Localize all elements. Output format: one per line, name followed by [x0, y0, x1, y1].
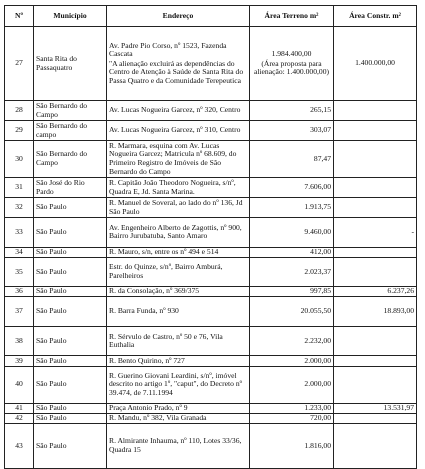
cell-num: 35 — [5, 257, 34, 287]
table-row — [5, 247, 417, 257]
cell-endereco: R. Capitão João Theodoro Nogueira, s/nº, Quadra E, Jd. Santa Marina. — [107, 178, 250, 198]
cell-municipio: São José do Rio Pardo — [34, 178, 107, 198]
cell-municipio: São Paulo — [34, 247, 107, 257]
table-row — [5, 326, 417, 356]
cell-municipio: São Paulo — [34, 356, 107, 366]
cell-municipio: São Paulo — [34, 413, 107, 423]
property-table — [4, 5, 417, 469]
cell-area-terreno: 1.233,00 — [250, 403, 334, 413]
table-row — [5, 297, 417, 327]
cell-area-constr: 6.237,26 — [334, 287, 417, 297]
header-area-constr: Área Constr. m² — [334, 6, 417, 27]
cell-endereco: Av. Lucas Nogueira Garcez, nº 310, Centro — [107, 121, 250, 141]
cell-area-terreno: 7.606,00 — [250, 178, 334, 198]
cell-area-terreno: 20.055,50 — [250, 297, 334, 327]
cell-endereco: Estr. do Quinze, s/nº, Bairro Amburá, Parelheiros — [107, 257, 250, 287]
cell-endereco: R. Almirante Inhauma, nº 110, Lotes 33/36, Quadra 15 — [107, 423, 250, 468]
cell-endereco: Av. Engenheiro Alberto de Zagottis, nº 900, Bairro Jurubatuba, Santo Amaro — [107, 218, 250, 248]
cell-endereco: R. Marmara, esquina com Av. Lucas Nogueira Garcez; Matricula nº 68.609, do Primeiro Registro de Imóveis de São Bernardo do Campo — [107, 141, 250, 178]
cell-municipio: Santa Rita do Passaquatro — [34, 27, 107, 101]
cell-municipio: São Paulo — [34, 403, 107, 413]
cell-num: 34 — [5, 247, 34, 257]
table-row — [5, 413, 417, 423]
cell-municipio: São Bernardo do Campo — [34, 141, 107, 178]
cell-area-constr — [334, 366, 417, 403]
cell-area-terreno: 1.816,00 — [250, 423, 334, 468]
cell-area-constr — [334, 101, 417, 121]
header-num: Nº — [5, 6, 34, 27]
cell-area-constr — [334, 356, 417, 366]
cell-endereco: R. Manuel de Soveral, ao lado do nº 136, Jd São Paulo — [107, 198, 250, 218]
cell-area-constr: 18.893,00 — [334, 297, 417, 327]
cell-area-constr — [334, 121, 417, 141]
cell-area-constr — [334, 178, 417, 198]
cell-endereco: Praça Antonio Prado, nº 9 — [107, 403, 250, 413]
cell-municipio: São Paulo — [34, 287, 107, 297]
cell-num: 29 — [5, 121, 34, 141]
cell-num: 31 — [5, 178, 34, 198]
cell-endereco: R. da Consolação, nº 369/375 — [107, 287, 250, 297]
cell-area-terreno: 1.913,75 — [250, 198, 334, 218]
cell-municipio: São Paulo — [34, 198, 107, 218]
table-header-row — [5, 6, 417, 27]
cell-num: 30 — [5, 141, 34, 178]
cell-endereco: R. Sérvulo de Castro, nº 50 e 76, Vila Euthalia — [107, 326, 250, 356]
endereco-note: "A alienação excluirá as dependências do Centro de Atenção à Saúde de Santa Rita do Passa Quatro e da Comunidade Terepeutica — [109, 58, 244, 85]
cell-municipio: São Paulo — [34, 297, 107, 327]
cell-area-terreno: 412,00 — [250, 247, 334, 257]
area-terreno-note: (Área proposta para alienação: 1.400.000,00) — [253, 58, 330, 77]
table-row — [5, 403, 417, 413]
header-endereco: Endereço — [107, 6, 250, 27]
cell-num: 32 — [5, 198, 34, 218]
cell-area-terreno: 2.000,00 — [250, 356, 334, 366]
cell-num: 39 — [5, 356, 34, 366]
cell-num: 41 — [5, 403, 34, 413]
cell-area-constr — [334, 326, 417, 356]
table-row — [5, 27, 417, 101]
cell-area-constr — [334, 198, 417, 218]
table-row — [5, 101, 417, 121]
cell-num: 38 — [5, 326, 34, 356]
cell-municipio: São Paulo — [34, 257, 107, 287]
cell-area-constr — [334, 141, 417, 178]
table-row — [5, 121, 417, 141]
cell-area-constr: - — [334, 218, 417, 248]
cell-num: 43 — [5, 423, 34, 468]
cell-area-terreno — [250, 27, 334, 101]
cell-endereco: R. Guerino Giovani Leardini, s/nº, imóvel descrito no artigo 1º, "caput", do Decreto nº 39.474, de 7.11.1994 — [107, 366, 250, 403]
table-row — [5, 141, 417, 178]
cell-num: 36 — [5, 287, 34, 297]
cell-area-terreno: 2.000,00 — [250, 366, 334, 403]
cell-area-constr: 13.531,97 — [334, 403, 417, 413]
cell-area-terreno: 87,47 — [250, 141, 334, 178]
cell-endereco: R. Bento Quirino, nº 727 — [107, 356, 250, 366]
cell-area-terreno: 303,07 — [250, 121, 334, 141]
cell-num: 28 — [5, 101, 34, 121]
cell-area-terreno: 9.460,00 — [250, 218, 334, 248]
cell-area-constr — [334, 413, 417, 423]
table-row — [5, 366, 417, 403]
cell-area-constr — [334, 247, 417, 257]
cell-area-terreno: 2.232,00 — [250, 326, 334, 356]
table-row — [5, 178, 417, 198]
cell-area-terreno: 2.023,37 — [250, 257, 334, 287]
area-terreno-value: 1.984.400,00 — [271, 49, 312, 59]
cell-area-constr: 1.400.000,00 — [334, 27, 417, 101]
header-municipio: Município — [34, 6, 107, 27]
cell-endereco: Av. Lucas Nogueira Garcez, nº 320, Centro — [107, 101, 250, 121]
endereco-text: Av. Padre Pio Corso, nº 1523, Fazenda Cascata — [109, 40, 227, 59]
cell-endereco: R. Mauro, s/n, entre os nº 494 e 514 — [107, 247, 250, 257]
cell-num: 40 — [5, 366, 34, 403]
cell-municipio: São Paulo — [34, 366, 107, 403]
cell-municipio: São Paulo — [34, 218, 107, 248]
cell-area-terreno: 720,00 — [250, 413, 334, 423]
table-row — [5, 257, 417, 287]
table-row — [5, 356, 417, 366]
cell-municipio: São Paulo — [34, 423, 107, 468]
document-page — [4, 5, 417, 469]
cell-endereco: R. Barra Funda, nº 930 — [107, 297, 250, 327]
cell-num: 27 — [5, 27, 34, 101]
cell-num: 42 — [5, 413, 34, 423]
cell-num: 37 — [5, 297, 34, 327]
table-row — [5, 218, 417, 248]
cell-municipio: São Paulo — [34, 326, 107, 356]
cell-area-terreno: 265,15 — [250, 101, 334, 121]
cell-municipio: São Bernardo do Campo — [34, 101, 107, 121]
cell-endereco: R. Mandu, nº 382, Vila Granada — [107, 413, 250, 423]
cell-area-terreno: 997,85 — [250, 287, 334, 297]
table-row — [5, 287, 417, 297]
cell-endereco — [107, 27, 250, 101]
table-row — [5, 198, 417, 218]
header-area-terreno: Área Terreno m² — [250, 6, 334, 27]
cell-municipio: São Bernardo do campo — [34, 121, 107, 141]
cell-area-constr — [334, 257, 417, 287]
cell-num: 33 — [5, 218, 34, 248]
